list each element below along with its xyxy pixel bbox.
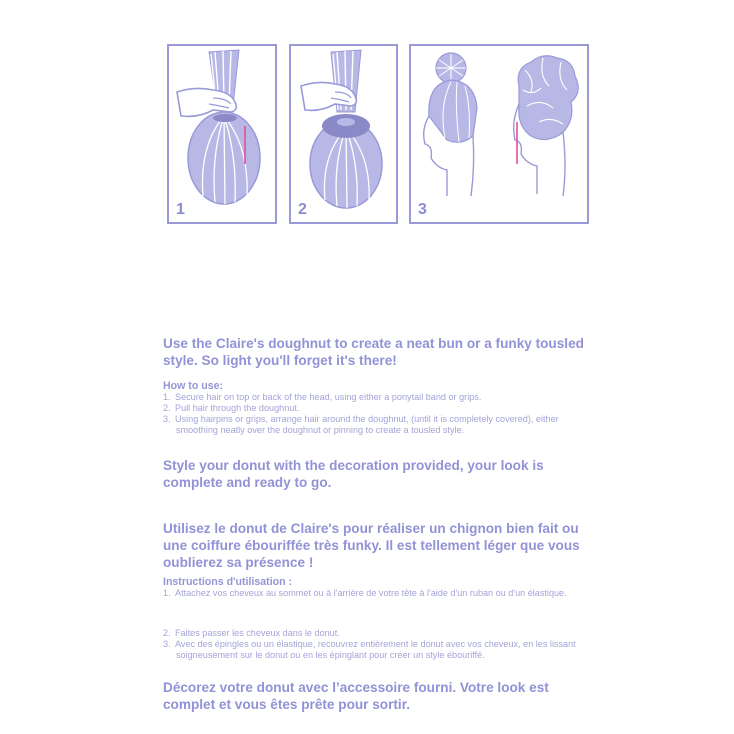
list-item-continuation: smoothing neatly over the doughnut or pinning to create a tousled style. bbox=[176, 425, 465, 435]
list-item: 3. Using hairpins or grips, arrange hair around the doughnut, (until it is completely covered), either bbox=[163, 414, 559, 424]
step-2-panel bbox=[289, 44, 398, 224]
step-3-panel bbox=[409, 44, 589, 224]
english-how-to bbox=[163, 380, 593, 436]
list-item: 2. Faites passer les cheveux dans le donut. bbox=[163, 628, 340, 638]
french-intro: Utilisez le donut de Claire's pour réaliser un chignon bien fait ou une coiffure ébouriffée très funky. Il est tellement léger que vous oublierez sa présence ! bbox=[163, 521, 580, 570]
hand-doughnut-illustration bbox=[291, 46, 396, 222]
french-how-to bbox=[163, 576, 593, 599]
french-outro: Décorez votre donut avec l’accessoire fourni. Votre look est complet et vous êtes prête pour sortir. bbox=[163, 680, 549, 712]
how-to-title: How to use: bbox=[163, 380, 224, 392]
finished-bun-profiles-illustration bbox=[411, 46, 587, 222]
list-item-continuation: soigneusement sur le donut ou en les épinglant pour créer un style ébouriffé. bbox=[176, 650, 485, 660]
instructions-title: Instructions d'utilisation : bbox=[163, 576, 293, 588]
list-item: 1. Secure hair on top or back of the head, using either a ponytail band or grips. bbox=[163, 392, 482, 402]
list-item: 1. Attachez vos cheveux au sommet ou à l'arrière de votre tête à l'aide d'un ruban ou d'un élastique. bbox=[163, 588, 567, 598]
english-outro: Style your donut with the decoration provided, your look is complete and ready to go. bbox=[163, 458, 544, 490]
list-item: 3. Avec des épingles ou un élastique, recouvrez entièrement le donut avec vos cheveux, en les lissant bbox=[163, 639, 576, 649]
english-intro: Use the Claire's doughnut to create a neat bun or a funky tousled style. So light you'll forget it's there! bbox=[163, 336, 584, 368]
list-item: 2. Pull hair through the doughnut. bbox=[163, 403, 300, 413]
hand-ponytail-band-illustration bbox=[169, 46, 275, 222]
step-1-number: 1 bbox=[176, 201, 185, 218]
step-2-number: 2 bbox=[298, 201, 307, 218]
french-steps-continued bbox=[163, 628, 593, 661]
step-3-number: 3 bbox=[418, 201, 427, 218]
step-1-panel bbox=[167, 44, 277, 224]
